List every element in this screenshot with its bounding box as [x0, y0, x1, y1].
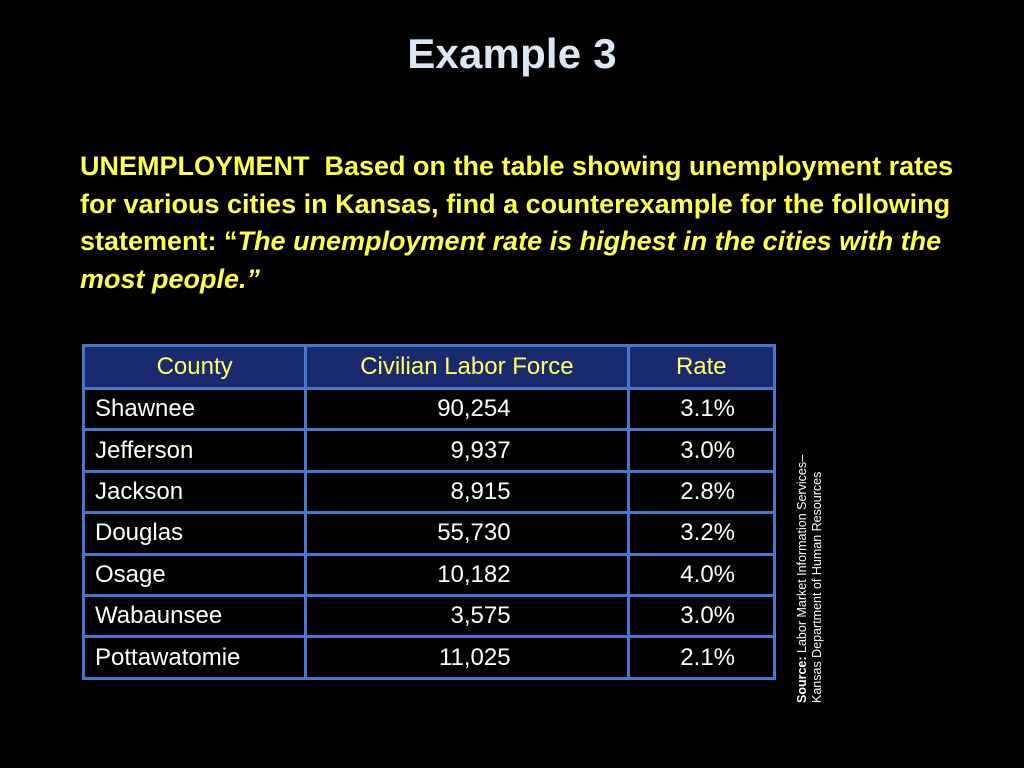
labor-force-cell: 11,025: [306, 637, 628, 678]
county-cell: Osage: [84, 554, 306, 595]
source-text-1: Labor Market Information Services–: [795, 454, 809, 657]
county-cell: Douglas: [84, 513, 306, 554]
table-row: [84, 637, 775, 678]
problem-body: Based on the table showing unemployment rates for various cities in Kansas, find a counterexample for the following statement:: [80, 151, 961, 256]
rate-cell: 4.0%: [628, 554, 774, 595]
labor-force-cell: 90,254: [306, 389, 628, 430]
labor-force-cell: 8,915: [306, 471, 628, 512]
county-cell: Jackson: [84, 471, 306, 512]
source-line-1: [795, 455, 810, 703]
table-header-row: [84, 346, 775, 389]
table-row: [84, 513, 775, 554]
county-cell: Pottawatomie: [84, 637, 306, 678]
source-label: Source:: [795, 656, 809, 703]
table-row: [84, 471, 775, 512]
county-cell: Jefferson: [84, 430, 306, 471]
unemployment-table: [82, 344, 776, 680]
table-row: [84, 389, 775, 430]
slide-title: Example 3: [407, 30, 617, 77]
county-cell: Shawnee: [84, 389, 306, 430]
rate-cell: 3.1%: [628, 389, 774, 430]
rate-cell: 3.2%: [628, 513, 774, 554]
close-quote: ”: [246, 263, 261, 294]
source-text-2: Kansas Department of Human Resources: [810, 471, 824, 703]
table-row: [84, 595, 775, 636]
open-quote: “: [224, 226, 238, 256]
table-row: [84, 430, 775, 471]
labor-force-cell: 9,937: [306, 430, 628, 471]
table-row: [84, 554, 775, 595]
header-labor-force: Civilian Labor Force: [306, 346, 628, 389]
rate-cell: 2.1%: [628, 637, 774, 678]
problem-text: [80, 148, 960, 298]
labor-force-cell: 55,730: [306, 513, 628, 554]
labor-force-cell: 10,182: [306, 554, 628, 595]
rate-cell: 3.0%: [628, 595, 774, 636]
header-county: County: [84, 346, 306, 389]
rate-cell: 3.0%: [628, 430, 774, 471]
rate-cell: 2.8%: [628, 471, 774, 512]
source-note: [795, 455, 825, 703]
labor-force-cell: 3,575: [306, 595, 628, 636]
problem-label: UNEMPLOYMENT: [80, 151, 310, 181]
county-cell: Wabaunsee: [84, 595, 306, 636]
header-rate: Rate: [628, 346, 774, 389]
problem-statement: The unemployment rate is highest in the cities with the most people.: [80, 226, 942, 294]
